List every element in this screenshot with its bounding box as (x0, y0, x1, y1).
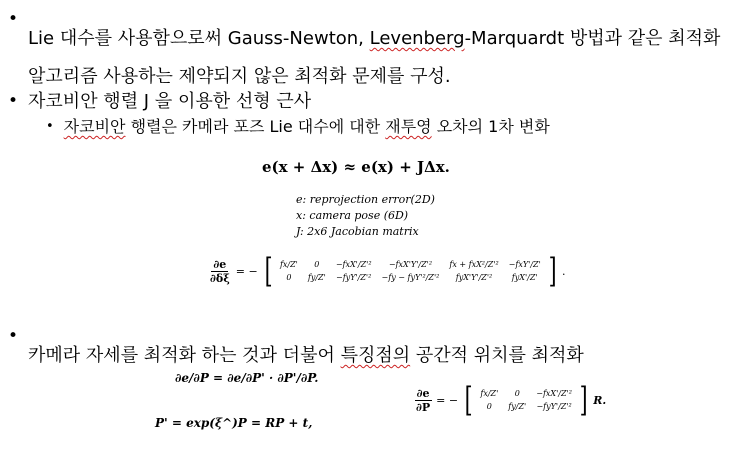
pt-end: R. (593, 393, 607, 407)
jac-cell: −fxY'/Z' (508, 260, 541, 269)
pt-cell: fx/Z' (480, 389, 499, 398)
pt-lhs-num: ∂e (416, 386, 430, 400)
jac-cell: fy/Z' (307, 273, 326, 282)
jacobian-equation (208, 251, 566, 291)
bullet1-text-post: -Marquardt 방법과 같은 최적화 (464, 28, 721, 49)
bullet3-text-post: 공간적 위치를 최적화 (410, 345, 584, 366)
jacobian-row-1 (275, 258, 546, 271)
pt-cell: 0 (514, 389, 520, 398)
bullet-jacobian (8, 92, 311, 111)
jac-cell: −fy − fyY'²/Z'² (381, 273, 440, 282)
point-jacobian-matrix: [ fx/Z' 0 −fxX'/Z'² 0 fy/Z' −fyY'/Z'² ] (464, 380, 588, 420)
def-j: J: 2x6 Jacobian matrix (296, 225, 419, 238)
jac-lhs-den: ∂δξ (210, 271, 230, 285)
jac-cell: −fyY'/Z'² (336, 273, 372, 282)
bullet3-text-pre: 카메라 자세를 최적화 하는 것과 더불어 (28, 345, 341, 366)
point-jacobian-row-2 (475, 400, 577, 413)
pt-rhs-prefix: = − (436, 393, 459, 407)
jac-end: . (562, 264, 566, 278)
bullet1-line2: 알고리즘 사용하는 제약되지 않은 최적화 문제를 구성. (28, 66, 451, 87)
bullet-dot: • (8, 9, 19, 29)
def-e: e: reprojection error(2D) (296, 193, 435, 206)
pt-lhs-den: ∂P (416, 400, 431, 414)
chain-rule-equation: ∂e/∂P = ∂e/∂P' · ∂P'/∂P. (175, 371, 319, 385)
jac-cell: fx + fxX²/Z'² (449, 260, 499, 269)
bullet2-text: 자코비안 행렬 J 을 이용한 선형 근사 (28, 91, 312, 112)
jacobian-matrix: [ fx/Z' 0 −fxX'/Z'² −fxX'Y'/Z'² fx + fxX²/Z'² −fxY'/Z' 0 fy/Z' −fyY'/Z'² −fy − fyY'²/Z'² fyX'Y'/Z'² fyX'/Z' ] (264, 251, 557, 291)
bullet-feature-points (8, 327, 584, 365)
bullet3-squiggle-word: 특징점의 (340, 345, 411, 366)
sub-bullet-text: 행렬은 카메라 포즈 Lie 대수에 대한 (125, 117, 386, 136)
pt-cell: 0 (486, 402, 492, 411)
sub-bullet-jacobian (46, 117, 550, 136)
bullet-lie-algebra (8, 10, 720, 86)
definitions-block (296, 192, 435, 240)
point-jacobian-row-1 (475, 387, 577, 400)
taylor-equation: e(x + Δx) ≈ e(x) + JΔx. (262, 158, 450, 176)
point-jacobian-equation (414, 380, 607, 420)
transform-equation: P' = exp(ξ^)P = RP + t, (155, 416, 313, 430)
sub-bullet-tail: 오차의 1차 변화 (431, 117, 550, 136)
bullet1-text-pre: Lie 대수를 사용함으로써 Gauss-Newton, (28, 28, 370, 49)
jac-cell: fyX'/Z' (511, 273, 538, 282)
pt-cell: fy/Z' (508, 402, 527, 411)
sub-bullet-squiggle-2: 재투영 (385, 117, 432, 136)
bullet1-squiggle-word: Levenberg (369, 28, 465, 49)
sub-bullet-squiggle-1: 자코비안 (63, 117, 126, 136)
jac-rhs-prefix: = − (235, 264, 258, 278)
jac-cell: −fxX'Y'/Z'² (388, 260, 433, 269)
bullet-dot: • (8, 326, 19, 346)
pt-cell: −fyY'/Z'² (536, 402, 572, 411)
def-x: x: camera pose (6D) (296, 209, 409, 222)
jac-cell: fyX'Y'/Z'² (455, 273, 493, 282)
jac-cell: −fxX'/Z'² (335, 260, 372, 269)
jac-cell: 0 (314, 260, 320, 269)
sub-bullet-dot: • (46, 119, 54, 134)
bullet-dot: • (8, 91, 19, 111)
jac-cell: 0 (286, 273, 292, 282)
jac-cell: fx/Z' (279, 260, 298, 269)
jacobian-row-2 (275, 271, 546, 284)
jac-lhs-num: ∂e (213, 257, 227, 271)
pt-cell: −fxX'/Z'² (536, 389, 572, 398)
